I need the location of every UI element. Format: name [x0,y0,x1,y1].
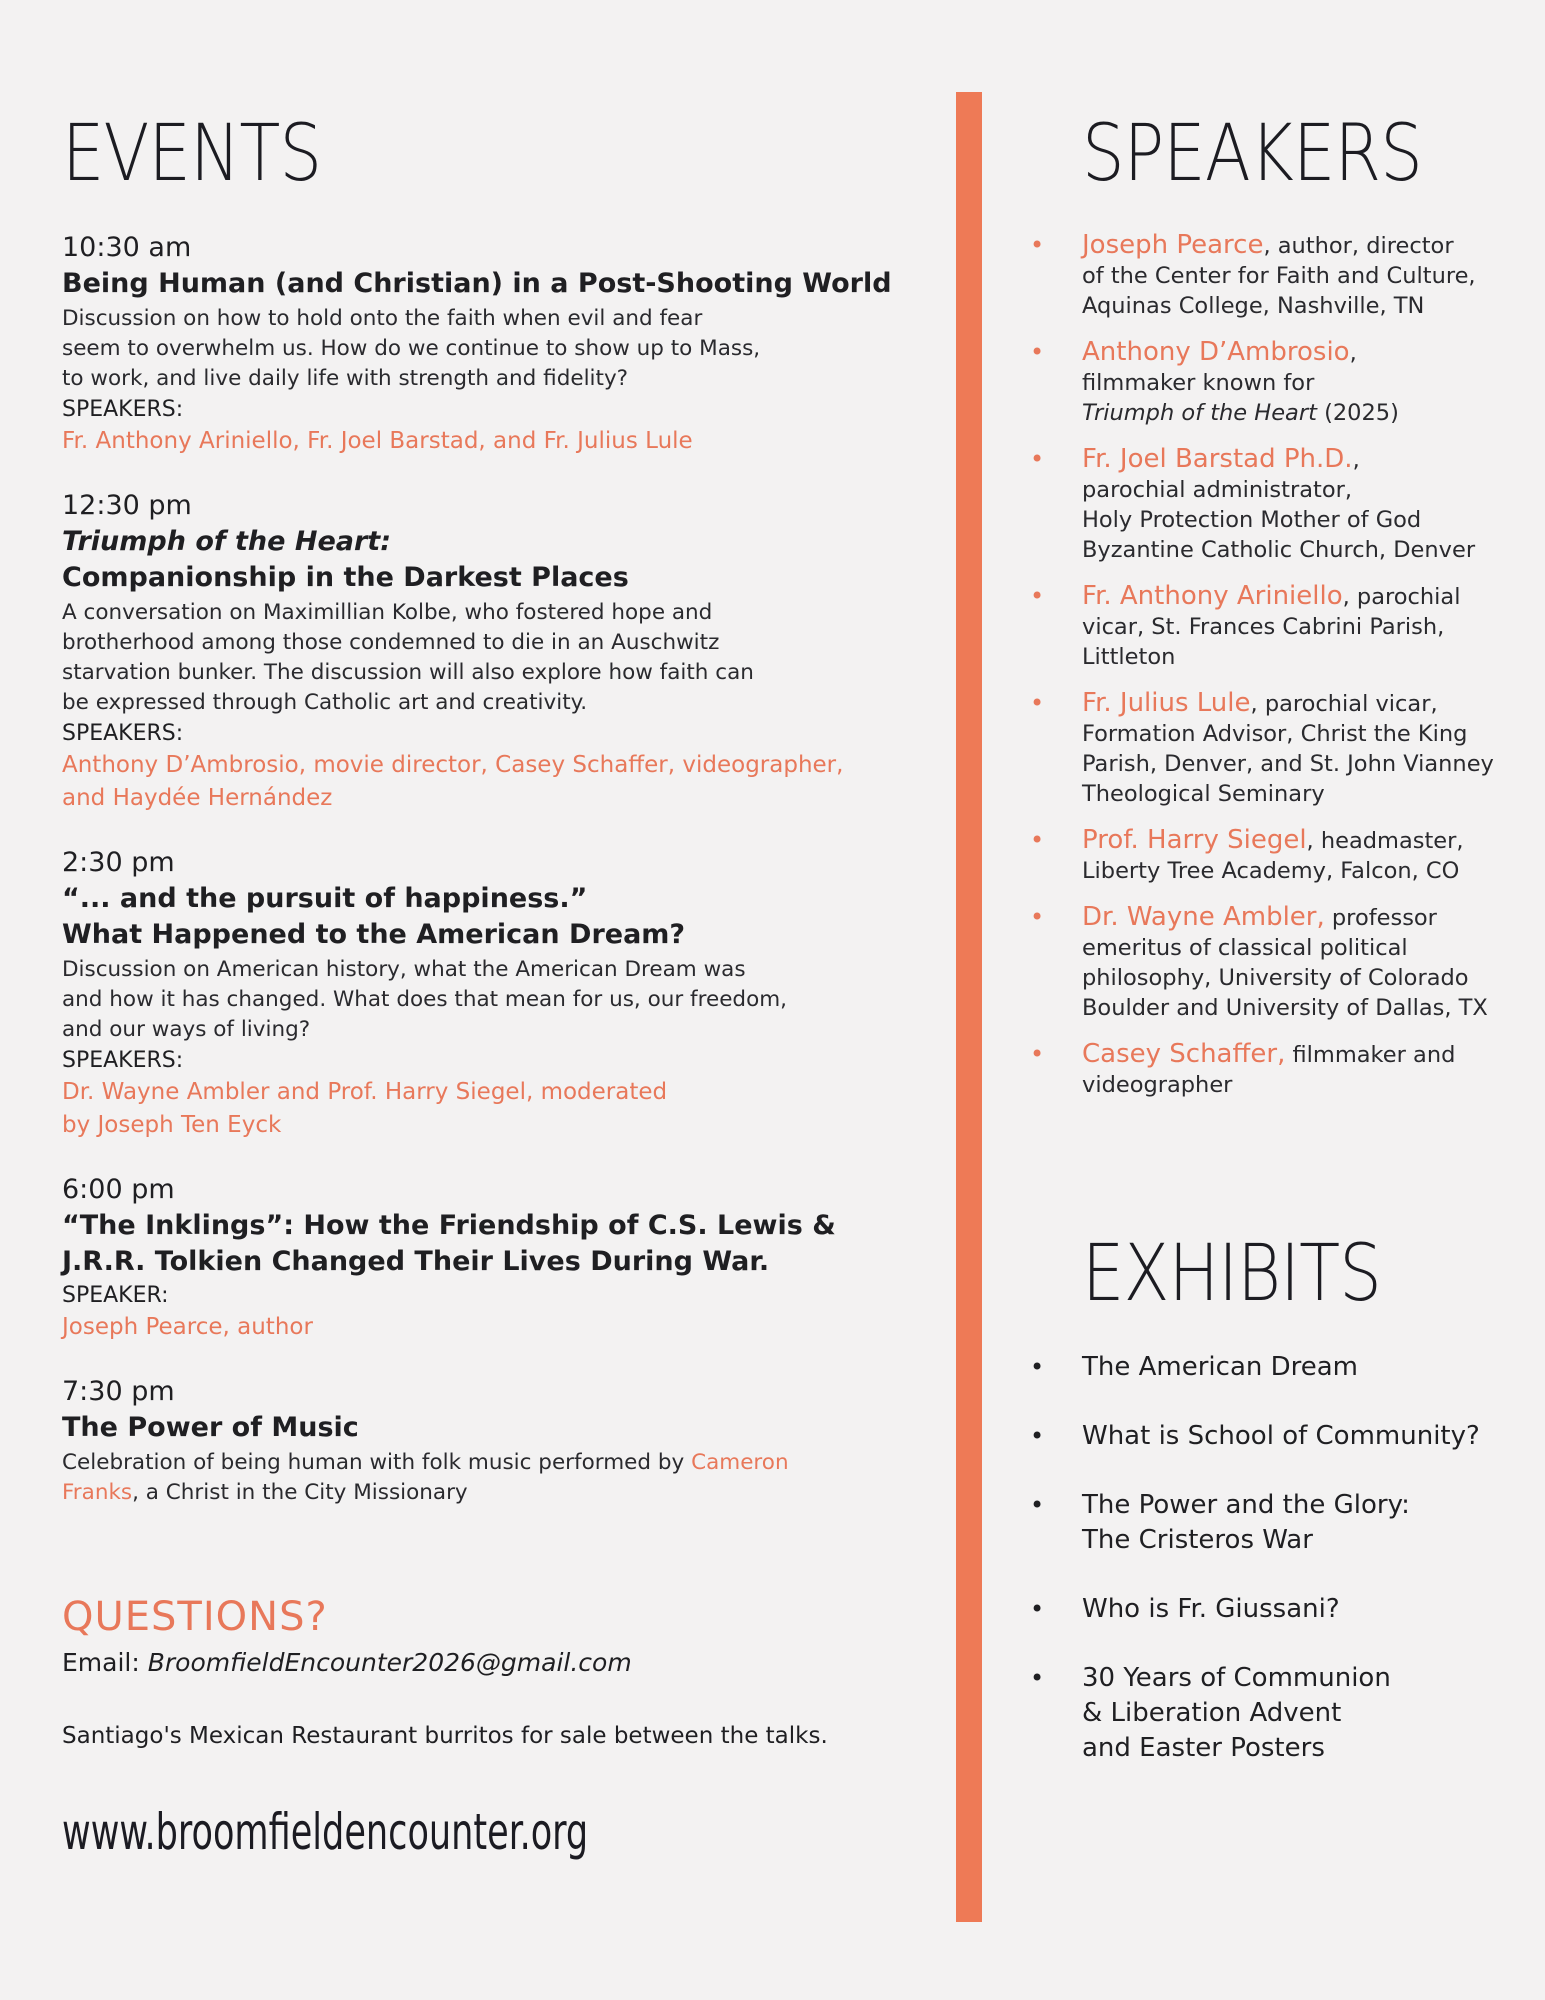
event-730 [62,1374,922,1508]
speakers-names [62,1076,922,1142]
speaker-desc: vicar, St. Frances Cabrini Parish, [1082,614,1445,640]
exhibit-item [1030,1419,1530,1454]
speakers-heading: SPEAKERS [1082,109,1422,199]
exhibits-section [1030,1228,1530,1766]
event-title: “The Inklings”: How the Friendship of C.S. Lewis & [62,1210,836,1241]
exhibit-title: Who is Fr. Giussani? [1082,1594,1340,1624]
event-title: Companionship in the Darkest Places [62,562,629,593]
event-600 [62,1172,922,1344]
speakers-label: SPEAKERS: [62,721,184,746]
speaker-name: Fr. Julius Lule [1082,688,1251,718]
speaker-desc: philosophy, University of Colorado [1082,965,1469,991]
exhibits-heading: EXHIBITS [1082,1229,1381,1319]
event-time: 12:30 pm [62,490,192,521]
desc-line: Discussion on how to hold onto the faith when evil and fear [62,306,703,331]
speakers-names: Joseph Pearce, author [62,1314,313,1340]
speaker-desc: , parochial vicar, [1250,691,1438,717]
email-line [62,1646,922,1680]
speaker-name: Joseph Pearce [1082,230,1264,260]
questions-section [62,1592,922,1862]
speakers-label: SPEAKER: [62,1283,169,1308]
exhibit-title: 30 Years of Communion [1082,1663,1391,1693]
speaker-item [1030,1039,1530,1100]
exhibit-item [1030,1350,1530,1385]
bullet-icon: • [1030,826,1045,854]
desc-line: starvation bunker. The discussion will also explore how faith can [62,660,754,685]
email-label: Email: [62,1648,148,1677]
exhibit-title: The American Dream [1082,1352,1359,1382]
speaker-name: Fr. Joel Barstad Ph.D. [1082,444,1353,474]
speaker-name: Anthony D’Ambrosio [1082,337,1350,367]
exhibit-item [1030,1592,1530,1627]
email-link[interactable]: BroomfieldEncounter2026@gmail.com [147,1648,632,1677]
speaker-desc: filmmaker and [1285,1042,1456,1068]
desc-line: Discussion on American history, what the American Dream was [62,957,746,982]
desc-line: brotherhood among those condemned to die in an Auschwitz [62,630,720,655]
events-column [62,108,922,1862]
performer-name: Cameron [691,1450,789,1475]
speaker-desc: videographer [1082,1072,1233,1098]
bullet-icon: • [1030,231,1045,259]
event-time: 6:00 pm [62,1174,175,1205]
bullet-icon: • [1030,1422,1045,1450]
speaker-name: Dr. Wayne Ambler, [1082,902,1325,932]
speaker-name: Prof. Harry Siegel [1082,825,1307,855]
speaker-desc: , [1352,447,1360,473]
speaker-item [1030,444,1530,565]
speakers-names [62,749,922,815]
event-230 [62,845,922,1142]
event-description [62,955,922,1045]
speaker-item [1030,230,1530,321]
bullet-icon: • [1030,1595,1045,1623]
speakers-line: by Joseph Ten Eyck [62,1112,282,1138]
event-description [62,304,922,394]
exhibit-title: The Power and the Glory: [1082,1490,1410,1520]
speakers-list [1030,230,1530,1100]
orange-divider-bar [956,92,982,1922]
bullet-icon: • [1030,338,1045,366]
desc-line: and how it has changed. What does that mean for us, our freedom, [62,987,788,1012]
speaker-desc: Liberty Tree Academy, Falcon, CO [1082,858,1460,884]
event-1030 [62,230,922,458]
event-description [62,598,922,718]
speaker-desc: Byzantine Catholic Church, Denver [1082,537,1476,563]
exhibit-item [1030,1661,1530,1766]
event-title: The Power of Music [62,1412,359,1443]
speaker-desc: Formation Advisor, Christ the King [1082,721,1468,747]
speaker-desc: (2025) [1316,400,1399,426]
speakers-label: SPEAKERS: [62,397,184,422]
speakers-names: Fr. Anthony Ariniello, Fr. Joel Barstad, and Fr. Julius Lule [62,428,693,454]
desc-line: seem to overwhelm us. How do we continue to show up to Mass, [62,336,761,361]
bullet-icon: • [1030,1491,1045,1519]
speaker-desc: Holy Protection Mother of God [1082,507,1422,533]
speakers-line: Anthony D’Ambrosio, movie director, Casey Schaffer, videographer, [62,752,844,778]
bullet-icon: • [1030,445,1045,473]
event-description [62,1448,922,1508]
event-1230 [62,488,922,815]
speaker-item [1030,825,1530,886]
speaker-desc: of the Center for Faith and Culture, [1082,263,1476,289]
speaker-desc: professor [1324,905,1437,931]
exhibits-list [1030,1350,1530,1766]
desc-line: to work, and live daily life with strength and fidelity? [62,366,629,391]
event-title: Being Human (and Christian) in a Post-Shooting World [62,268,892,299]
speaker-name: Casey Schaffer, [1082,1039,1286,1069]
desc-text: , a Christ in the City Missionary [132,1480,468,1505]
desc-line: be expressed through Catholic art and creativity. [62,690,588,715]
exhibit-item [1030,1488,1530,1558]
speaker-desc: Theological Seminary [1082,781,1325,807]
desc-line: A conversation on Maximillian Kolbe, who fostered hope and [62,600,713,625]
speaker-desc: filmmaker known for [1082,370,1315,396]
exhibit-title: and Easter Posters [1082,1733,1325,1763]
desc-text: Celebration of being human with folk music performed by [62,1450,692,1475]
speaker-desc: , headmaster, [1306,828,1464,854]
bullet-icon: • [1030,1664,1045,1692]
event-title: J.R.R. Tolkien Changed Their Lives During War. [62,1246,770,1277]
speaker-desc: Parish, Denver, and St. John Vianney [1082,751,1494,777]
bullet-icon: • [1030,1353,1045,1381]
speaker-desc: Littleton [1082,644,1176,670]
speaker-desc: , [1349,340,1357,366]
speakers-exhibits-column [1030,108,1530,1800]
speaker-item [1030,337,1530,428]
speakers-line: and Haydée Hernández [62,785,333,811]
event-title-italic: Triumph of the Heart: [62,526,392,557]
event-time: 2:30 pm [62,847,175,878]
website-link[interactable]: www.broomfieldencounter.org [62,1803,589,1861]
speaker-item [1030,688,1530,809]
speaker-item [1030,902,1530,1023]
exhibit-title: & Liberation Advent [1082,1698,1342,1728]
speaker-desc: parochial administrator, [1082,477,1352,503]
speaker-desc: Aquinas College, Nashville, TN [1082,293,1425,319]
exhibit-title: The Cristeros War [1082,1525,1313,1555]
bullet-icon: • [1030,1040,1045,1068]
speaker-desc: emeritus of classical political [1082,935,1408,961]
speaker-desc: , author, director [1263,233,1454,259]
burritos-note: Santiago's Mexican Restaurant burritos for sale between the talks. [62,1723,828,1749]
questions-title: QUESTIONS? [62,1594,328,1640]
bullet-icon: • [1030,582,1045,610]
film-title: Triumph of the Heart [1082,400,1317,426]
speaker-desc: Boulder and University of Dallas, TX [1082,995,1488,1021]
event-time: 10:30 am [62,232,192,263]
bullet-icon: • [1030,689,1045,717]
speaker-item [1030,581,1530,672]
speakers-line: Dr. Wayne Ambler and Prof. Harry Siegel, moderated [62,1079,668,1105]
performer-name: Franks [62,1480,133,1505]
speaker-name: Fr. Anthony Ariniello [1082,581,1343,611]
desc-line: and our ways of living? [62,1017,311,1042]
event-time: 7:30 pm [62,1376,175,1407]
exhibit-title: What is School of Community? [1082,1421,1480,1451]
bullet-icon: • [1030,903,1045,931]
speakers-label: SPEAKERS: [62,1048,184,1073]
events-heading: EVENTS [62,109,322,199]
event-title: “... and the pursuit of happiness.” [62,883,588,914]
speaker-desc: , parochial [1342,584,1461,610]
event-title: What Happened to the American Dream? [62,919,686,950]
